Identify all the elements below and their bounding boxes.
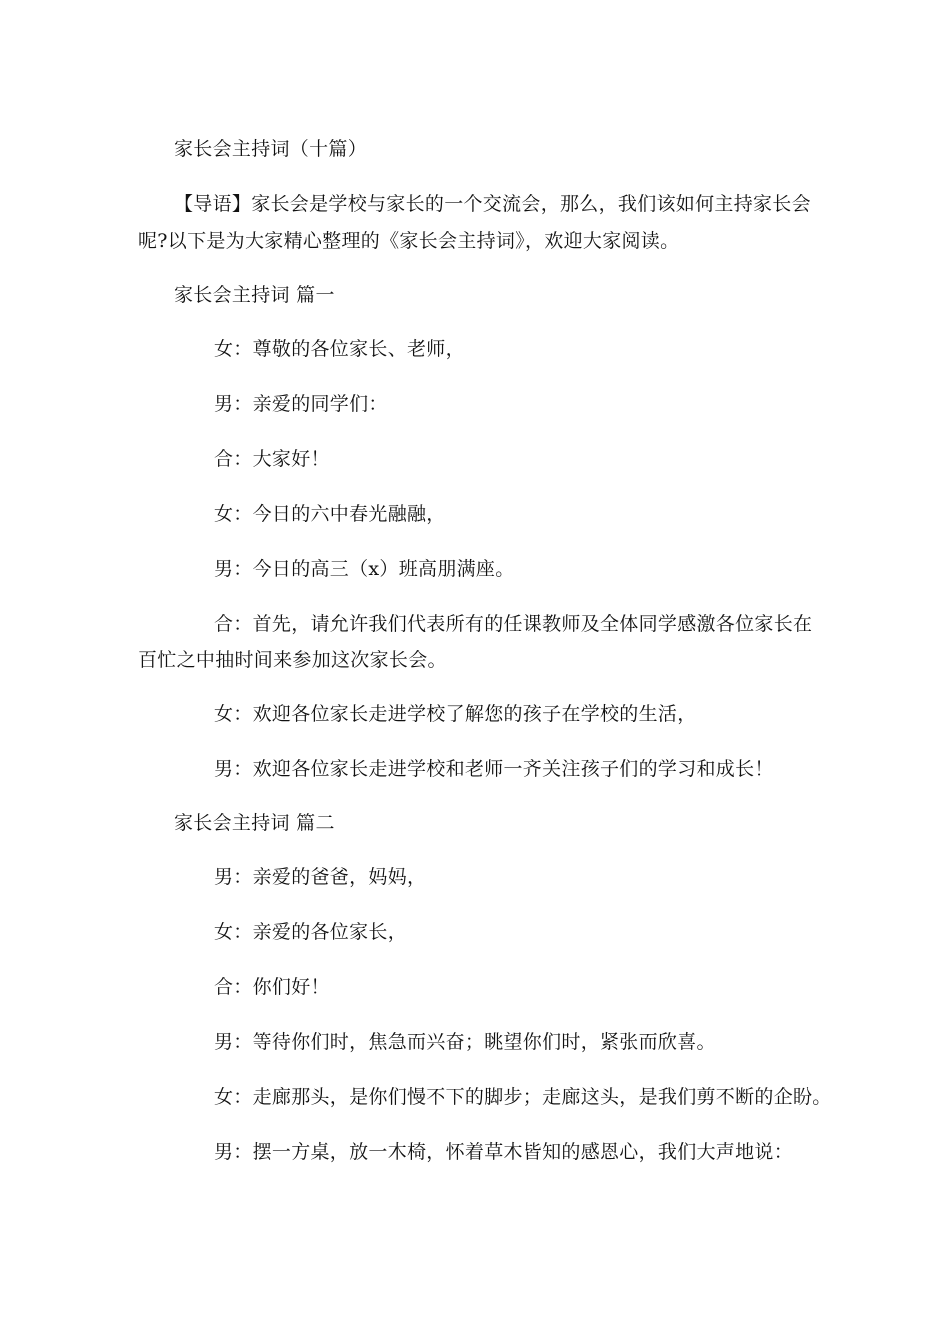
dialog-line: 女：今日的六中春光融融，	[214, 503, 446, 525]
document-title: 家长会主持词（十篇）	[174, 138, 368, 160]
section-heading-1: 家长会主持词 篇一	[174, 284, 335, 306]
dialog-line: 男：今日的高三（x）班高朋满座。	[214, 558, 515, 580]
dialog-line: 男：亲爱的爸爸，妈妈，	[214, 866, 427, 888]
dialog-line: 女：走廊那头，是你们慢不下的脚步；走廊这头，是我们剪不断的企盼。	[214, 1086, 832, 1108]
dialog-line: 男：摆一方桌，放一木椅，怀着草木皆知的感恩心，我们大声地说：	[214, 1141, 794, 1163]
dialog-line: 男：亲爱的同学们：	[214, 393, 388, 415]
dialog-line-continued: 百忙之中抽时间来参加这次家长会。	[138, 649, 447, 671]
dialog-line: 合：大家好！	[214, 448, 330, 470]
dialog-line: 合：首先，请允许我们代表所有的任课教师及全体同学感激各位家长在	[214, 613, 813, 635]
dialog-line: 男：欢迎各位家长走进学校和老师一齐关注孩子们的学习和成长！	[214, 758, 774, 780]
dialog-line: 男：等待你们时，焦急而兴奋；眺望你们时，紧张而欣喜。	[214, 1031, 716, 1053]
dialog-line: 女：尊敬的各位家长、老师，	[214, 338, 465, 360]
intro-line-2: 呢?以下是为大家精心整理的《家长会主持词》，欢迎大家阅读。	[138, 230, 680, 252]
dialog-line: 女：欢迎各位家长走进学校了解您的孩子在学校的生活，	[214, 703, 697, 725]
dialog-line: 女：亲爱的各位家长，	[214, 921, 408, 943]
intro-line-1: 【导语】家长会是学校与家长的一个交流会，那么，我们该如何主持家长会	[174, 193, 811, 215]
section-heading-2: 家长会主持词 篇二	[174, 812, 335, 834]
dialog-line: 合：你们好！	[214, 976, 330, 998]
